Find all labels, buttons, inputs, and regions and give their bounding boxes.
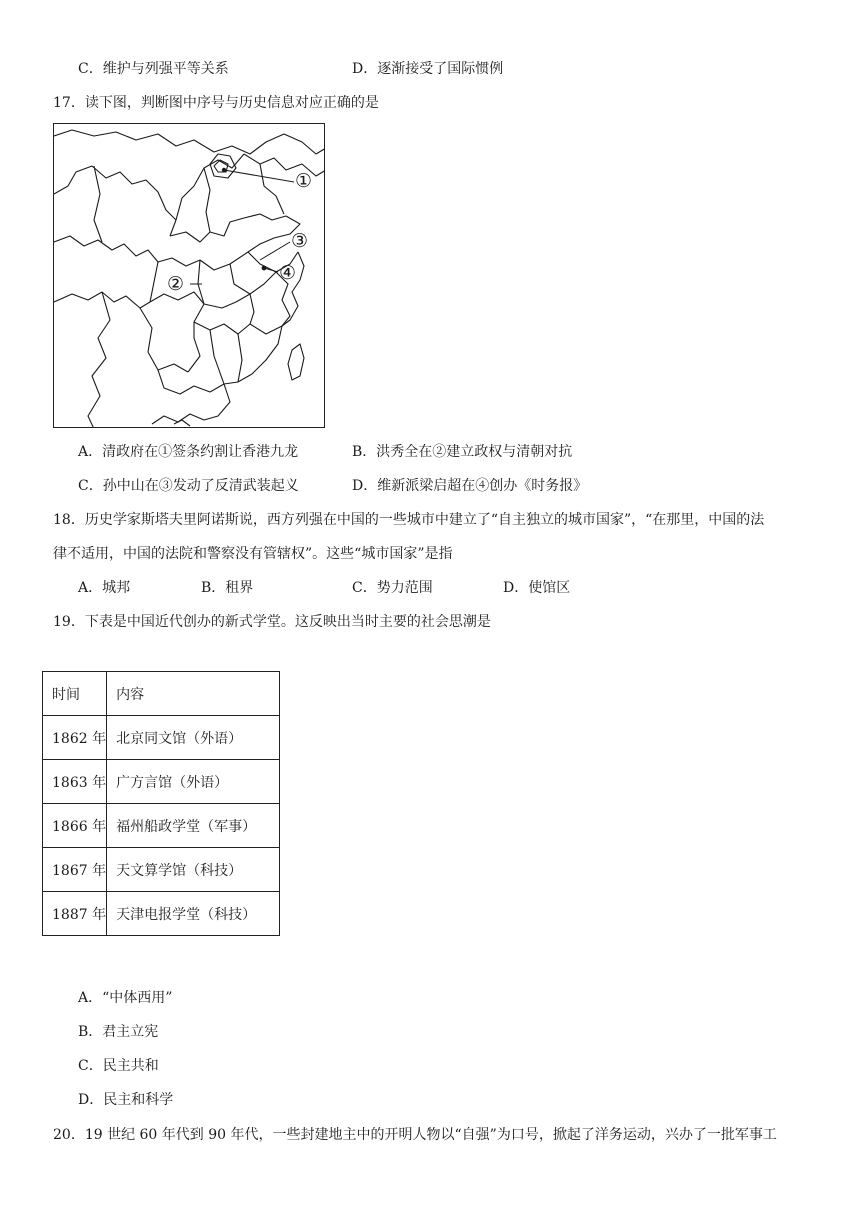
q19-option-b: B．君主立宪	[78, 1024, 159, 1040]
q17-stem: 17．读下图，判断图中序号与历史信息对应正确的是	[53, 95, 379, 111]
q17-option-d: D．维新派梁启超在④创办《时务报》	[352, 478, 588, 494]
table-cell: 1866 年	[43, 804, 107, 848]
schools-table	[42, 671, 280, 936]
table-cell: 1863 年	[43, 760, 107, 804]
table-cell: 北京同文馆（外语）	[107, 716, 280, 760]
q16-option-d: D．逐渐接受了国际惯例	[352, 61, 504, 77]
q19-option-a: A．“中体西用”	[78, 990, 173, 1006]
q19-option-c: C．民主共和	[78, 1058, 159, 1074]
table-row	[43, 848, 280, 892]
table-row	[43, 760, 280, 804]
china-map	[53, 123, 325, 428]
table-cell: 1867 年	[43, 848, 107, 892]
q17-option-a: A．清政府在①签条约割让香港九龙	[78, 444, 299, 460]
map-label-1: ①	[295, 170, 313, 192]
q18-stem-line1: 18．历史学家斯塔夫里阿诺斯说，西方列强在中国的一些城市中建立了“自主独立的城市国家”，“在那里，中国的法	[53, 512, 765, 528]
q18-option-a: A．城邦	[78, 580, 131, 596]
q18-option-c: C．势力范围	[352, 580, 433, 596]
q20-stem-line1: 20．19 世纪 60 年代到 90 年代，一些封建地主中的开明人物以“自强”为口号，掀起了洋务运动，兴办了一批军事工	[53, 1127, 777, 1143]
table-row	[43, 716, 280, 760]
q18-stem-line2: 律不适用，中国的法院和警察没有管辖权”。这些“城市国家”是指	[53, 546, 453, 562]
table-header: 时间	[43, 672, 107, 716]
map-label-4: ④	[279, 262, 297, 284]
table-cell: 1862 年	[43, 716, 107, 760]
table-cell: 1887 年	[43, 892, 107, 936]
map-label-3: ③	[291, 230, 309, 252]
q17-option-c: C．孙中山在③发动了反清武装起义	[78, 478, 299, 494]
table-cell: 福州船政学堂（军事）	[107, 804, 280, 848]
table-cell: 天津电报学堂（科技）	[107, 892, 280, 936]
q18-option-b: B．租界	[201, 580, 254, 596]
q16-option-c: C．维护与列强平等关系	[78, 61, 229, 77]
q19-option-d: D．民主和科学	[78, 1092, 174, 1108]
table-header: 内容	[107, 672, 280, 716]
table-header-row	[43, 672, 280, 716]
table-cell: 天文算学馆（科技）	[107, 848, 280, 892]
leader-line-3	[260, 242, 290, 260]
table-row	[43, 892, 280, 936]
table-row	[43, 804, 280, 848]
map-label-2: ②	[167, 273, 185, 295]
q18-option-d: D．使馆区	[503, 580, 571, 596]
leader-line-1	[224, 170, 294, 182]
table-cell: 广方言馆（外语）	[107, 760, 280, 804]
q19-stem: 19．下表是中国近代创办的新式学堂。这反映出当时主要的社会思潮是	[53, 614, 491, 630]
q17-option-b: B．洪秀全在②建立政权与清朝对抗	[352, 444, 573, 460]
